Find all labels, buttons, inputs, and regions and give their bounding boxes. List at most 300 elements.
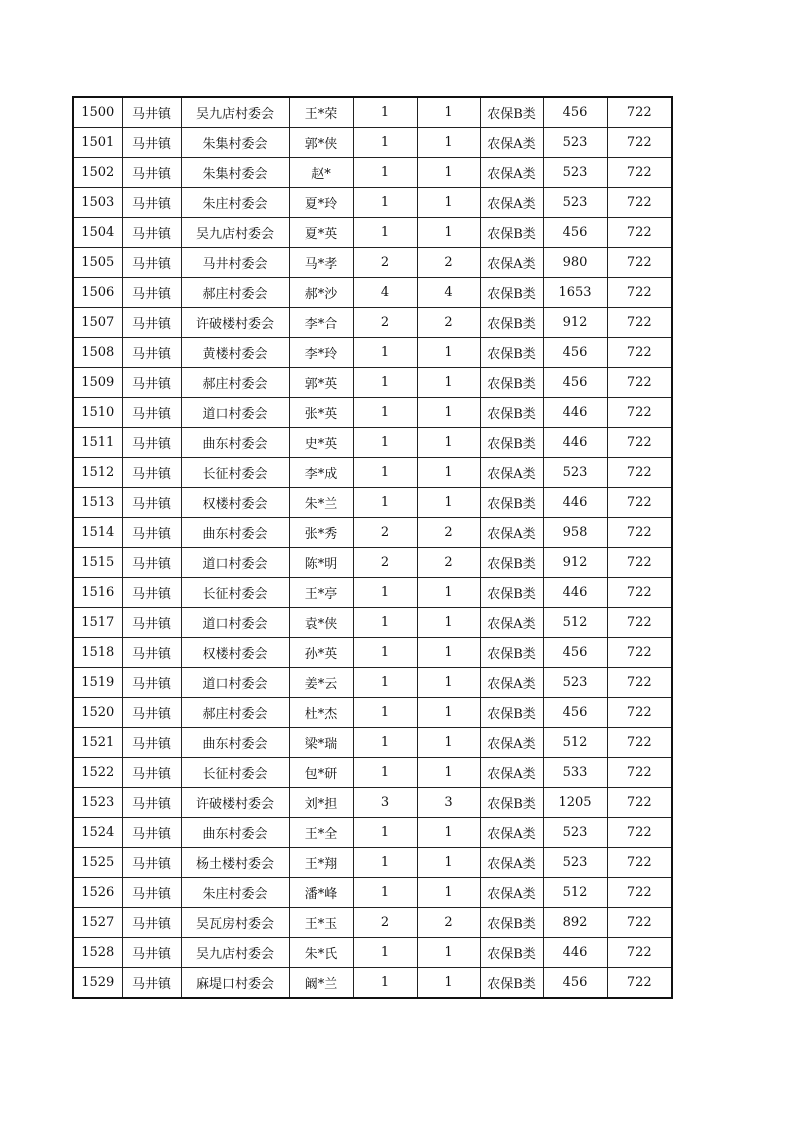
person-count-cell: 1 (417, 608, 480, 638)
standard-cell: 722 (607, 548, 672, 578)
category-cell: 农保B类 (480, 968, 543, 999)
row-number-cell: 1516 (73, 578, 122, 608)
row-number-cell: 1518 (73, 638, 122, 668)
category-cell: 农保B类 (480, 278, 543, 308)
table-row (73, 788, 672, 818)
village-committee-cell: 长征村委会 (181, 758, 289, 788)
category-cell: 农保B类 (480, 218, 543, 248)
category-cell: 农保A类 (480, 128, 543, 158)
amount-cell: 456 (543, 698, 607, 728)
row-number-cell: 1502 (73, 158, 122, 188)
village-committee-cell: 郝庄村委会 (181, 368, 289, 398)
village-committee-cell: 曲东村委会 (181, 728, 289, 758)
standard-cell: 722 (607, 188, 672, 218)
household-count-cell: 1 (353, 338, 417, 368)
amount-cell: 512 (543, 878, 607, 908)
standard-cell: 722 (607, 788, 672, 818)
name-cell: 包*研 (289, 758, 353, 788)
amount-cell: 912 (543, 308, 607, 338)
amount-cell: 1653 (543, 278, 607, 308)
name-cell: 夏*英 (289, 218, 353, 248)
row-number-cell: 1526 (73, 878, 122, 908)
household-count-cell: 1 (353, 848, 417, 878)
household-count-cell: 1 (353, 158, 417, 188)
standard-cell: 722 (607, 908, 672, 938)
household-count-cell: 1 (353, 938, 417, 968)
household-count-cell: 1 (353, 458, 417, 488)
amount-cell: 523 (543, 848, 607, 878)
town-cell: 马井镇 (122, 308, 181, 338)
town-cell: 马井镇 (122, 848, 181, 878)
name-cell: 赵* (289, 158, 353, 188)
standard-cell: 722 (607, 488, 672, 518)
name-cell: 王*全 (289, 818, 353, 848)
category-cell: 农保B类 (480, 788, 543, 818)
village-committee-cell: 曲东村委会 (181, 428, 289, 458)
amount-cell: 892 (543, 908, 607, 938)
amount-cell: 512 (543, 728, 607, 758)
name-cell: 王*玉 (289, 908, 353, 938)
table-row (73, 608, 672, 638)
town-cell: 马井镇 (122, 368, 181, 398)
person-count-cell: 4 (417, 278, 480, 308)
table-row (73, 278, 672, 308)
village-committee-cell: 朱庄村委会 (181, 188, 289, 218)
name-cell: 王*翔 (289, 848, 353, 878)
table-row (73, 848, 672, 878)
amount-cell: 446 (543, 428, 607, 458)
name-cell: 夏*玲 (289, 188, 353, 218)
amount-cell: 912 (543, 548, 607, 578)
person-count-cell: 1 (417, 578, 480, 608)
household-count-cell: 1 (353, 578, 417, 608)
category-cell: 农保B类 (480, 578, 543, 608)
village-committee-cell: 道口村委会 (181, 398, 289, 428)
village-committee-cell: 吴瓦房村委会 (181, 908, 289, 938)
household-count-cell: 1 (353, 878, 417, 908)
town-cell: 马井镇 (122, 518, 181, 548)
person-count-cell: 1 (417, 188, 480, 218)
category-cell: 农保A类 (480, 728, 543, 758)
standard-cell: 722 (607, 668, 672, 698)
standard-cell: 722 (607, 608, 672, 638)
standard-cell: 722 (607, 338, 672, 368)
person-count-cell: 1 (417, 128, 480, 158)
category-cell: 农保B类 (480, 548, 543, 578)
name-cell: 杜*杰 (289, 698, 353, 728)
standard-cell: 722 (607, 308, 672, 338)
town-cell: 马井镇 (122, 908, 181, 938)
standard-cell: 722 (607, 248, 672, 278)
person-count-cell: 1 (417, 398, 480, 428)
person-count-cell: 2 (417, 518, 480, 548)
name-cell: 刘*担 (289, 788, 353, 818)
name-cell: 袁*侠 (289, 608, 353, 638)
table-row (73, 97, 672, 128)
amount-cell: 456 (543, 638, 607, 668)
name-cell: 李*玲 (289, 338, 353, 368)
amount-cell: 523 (543, 158, 607, 188)
village-committee-cell: 朱集村委会 (181, 158, 289, 188)
village-committee-cell: 道口村委会 (181, 668, 289, 698)
village-committee-cell: 权楼村委会 (181, 638, 289, 668)
town-cell: 马井镇 (122, 218, 181, 248)
category-cell: 农保B类 (480, 698, 543, 728)
name-cell: 朱*氏 (289, 938, 353, 968)
household-count-cell: 1 (353, 368, 417, 398)
household-count-cell: 1 (353, 188, 417, 218)
household-count-cell: 1 (353, 488, 417, 518)
household-count-cell: 3 (353, 788, 417, 818)
row-number-cell: 1505 (73, 248, 122, 278)
row-number-cell: 1522 (73, 758, 122, 788)
category-cell: 农保A类 (480, 458, 543, 488)
household-count-cell: 1 (353, 728, 417, 758)
town-cell: 马井镇 (122, 608, 181, 638)
village-committee-cell: 马井村委会 (181, 248, 289, 278)
town-cell: 马井镇 (122, 668, 181, 698)
row-number-cell: 1517 (73, 608, 122, 638)
standard-cell: 722 (607, 818, 672, 848)
household-count-cell: 1 (353, 638, 417, 668)
town-cell: 马井镇 (122, 548, 181, 578)
town-cell: 马井镇 (122, 488, 181, 518)
category-cell: 农保A类 (480, 818, 543, 848)
category-cell: 农保A类 (480, 518, 543, 548)
category-cell: 农保B类 (480, 308, 543, 338)
village-committee-cell: 朱庄村委会 (181, 878, 289, 908)
row-number-cell: 1520 (73, 698, 122, 728)
household-count-cell: 1 (353, 398, 417, 428)
table-row (73, 128, 672, 158)
village-committee-cell: 长征村委会 (181, 458, 289, 488)
category-cell: 农保B类 (480, 398, 543, 428)
town-cell: 马井镇 (122, 128, 181, 158)
table-row (73, 878, 672, 908)
standard-cell: 722 (607, 578, 672, 608)
name-cell: 梁*瑞 (289, 728, 353, 758)
person-count-cell: 1 (417, 668, 480, 698)
name-cell: 马*孝 (289, 248, 353, 278)
standard-cell: 722 (607, 458, 672, 488)
category-cell: 农保A类 (480, 188, 543, 218)
person-count-cell: 1 (417, 818, 480, 848)
table-row (73, 518, 672, 548)
row-number-cell: 1504 (73, 218, 122, 248)
town-cell: 马井镇 (122, 818, 181, 848)
category-cell: 农保A类 (480, 248, 543, 278)
amount-cell: 523 (543, 668, 607, 698)
village-committee-cell: 许破楼村委会 (181, 788, 289, 818)
household-count-cell: 1 (353, 218, 417, 248)
table-row (73, 188, 672, 218)
category-cell: 农保B类 (480, 938, 543, 968)
name-cell: 阚*兰 (289, 968, 353, 999)
name-cell: 李*合 (289, 308, 353, 338)
amount-cell: 446 (543, 488, 607, 518)
town-cell: 马井镇 (122, 458, 181, 488)
table-row (73, 428, 672, 458)
household-count-cell: 1 (353, 428, 417, 458)
household-count-cell: 1 (353, 128, 417, 158)
row-number-cell: 1524 (73, 818, 122, 848)
row-number-cell: 1514 (73, 518, 122, 548)
village-committee-cell: 黄楼村委会 (181, 338, 289, 368)
household-count-cell: 1 (353, 668, 417, 698)
person-count-cell: 1 (417, 638, 480, 668)
table-row (73, 638, 672, 668)
amount-cell: 456 (543, 338, 607, 368)
amount-cell: 456 (543, 218, 607, 248)
household-count-cell: 2 (353, 518, 417, 548)
person-count-cell: 1 (417, 758, 480, 788)
table-row (73, 668, 672, 698)
amount-cell: 446 (543, 398, 607, 428)
village-committee-cell: 吴九店村委会 (181, 938, 289, 968)
village-committee-cell: 曲东村委会 (181, 818, 289, 848)
table-row (73, 698, 672, 728)
household-count-cell: 1 (353, 968, 417, 999)
name-cell: 郭*英 (289, 368, 353, 398)
standard-cell: 722 (607, 938, 672, 968)
town-cell: 马井镇 (122, 938, 181, 968)
table-row (73, 218, 672, 248)
row-number-cell: 1503 (73, 188, 122, 218)
table-row (73, 398, 672, 428)
town-cell: 马井镇 (122, 698, 181, 728)
amount-cell: 446 (543, 578, 607, 608)
standard-cell: 722 (607, 638, 672, 668)
household-count-cell: 2 (353, 548, 417, 578)
person-count-cell: 1 (417, 338, 480, 368)
table-row (73, 938, 672, 968)
standard-cell: 722 (607, 368, 672, 398)
standard-cell: 722 (607, 398, 672, 428)
row-number-cell: 1507 (73, 308, 122, 338)
category-cell: 农保B类 (480, 338, 543, 368)
name-cell: 姜*云 (289, 668, 353, 698)
row-number-cell: 1506 (73, 278, 122, 308)
row-number-cell: 1511 (73, 428, 122, 458)
amount-cell: 446 (543, 938, 607, 968)
town-cell: 马井镇 (122, 428, 181, 458)
standard-cell: 722 (607, 758, 672, 788)
town-cell: 马井镇 (122, 338, 181, 368)
person-count-cell: 1 (417, 488, 480, 518)
row-number-cell: 1512 (73, 458, 122, 488)
row-number-cell: 1528 (73, 938, 122, 968)
name-cell: 郝*沙 (289, 278, 353, 308)
village-committee-cell: 道口村委会 (181, 548, 289, 578)
town-cell: 马井镇 (122, 158, 181, 188)
person-count-cell: 2 (417, 548, 480, 578)
standard-cell: 722 (607, 97, 672, 128)
amount-cell: 980 (543, 248, 607, 278)
standard-cell: 722 (607, 968, 672, 999)
household-count-cell: 1 (353, 698, 417, 728)
row-number-cell: 1527 (73, 908, 122, 938)
village-committee-cell: 曲东村委会 (181, 518, 289, 548)
row-number-cell: 1509 (73, 368, 122, 398)
person-count-cell: 1 (417, 878, 480, 908)
standard-cell: 722 (607, 278, 672, 308)
table-row (73, 248, 672, 278)
table-row (73, 158, 672, 188)
table-row (73, 818, 672, 848)
person-count-cell: 1 (417, 698, 480, 728)
amount-cell: 512 (543, 608, 607, 638)
row-number-cell: 1501 (73, 128, 122, 158)
amount-cell: 456 (543, 368, 607, 398)
village-committee-cell: 郝庄村委会 (181, 278, 289, 308)
table-row (73, 968, 672, 999)
village-committee-cell: 长征村委会 (181, 578, 289, 608)
person-count-cell: 1 (417, 728, 480, 758)
name-cell: 陈*明 (289, 548, 353, 578)
name-cell: 史*英 (289, 428, 353, 458)
village-committee-cell: 吴九店村委会 (181, 218, 289, 248)
name-cell: 郭*侠 (289, 128, 353, 158)
town-cell: 马井镇 (122, 758, 181, 788)
table-row (73, 758, 672, 788)
table-row (73, 548, 672, 578)
person-count-cell: 1 (417, 368, 480, 398)
category-cell: 农保A类 (480, 758, 543, 788)
amount-cell: 1205 (543, 788, 607, 818)
amount-cell: 958 (543, 518, 607, 548)
amount-cell: 523 (543, 128, 607, 158)
person-count-cell: 1 (417, 848, 480, 878)
table-row (73, 308, 672, 338)
table-row (73, 458, 672, 488)
category-cell: 农保A类 (480, 608, 543, 638)
village-committee-cell: 道口村委会 (181, 608, 289, 638)
town-cell: 马井镇 (122, 728, 181, 758)
name-cell: 孙*英 (289, 638, 353, 668)
person-count-cell: 1 (417, 97, 480, 128)
person-count-cell: 3 (417, 788, 480, 818)
town-cell: 马井镇 (122, 398, 181, 428)
row-number-cell: 1523 (73, 788, 122, 818)
category-cell: 农保B类 (480, 638, 543, 668)
name-cell: 朱*兰 (289, 488, 353, 518)
standard-cell: 722 (607, 878, 672, 908)
category-cell: 农保B类 (480, 908, 543, 938)
category-cell: 农保A类 (480, 848, 543, 878)
village-committee-cell: 朱集村委会 (181, 128, 289, 158)
standard-cell: 722 (607, 848, 672, 878)
household-count-cell: 1 (353, 97, 417, 128)
standard-cell: 722 (607, 698, 672, 728)
table-row (73, 578, 672, 608)
table-row (73, 728, 672, 758)
standard-cell: 722 (607, 518, 672, 548)
data-table (72, 96, 673, 999)
person-count-cell: 2 (417, 308, 480, 338)
amount-cell: 456 (543, 97, 607, 128)
table-row (73, 368, 672, 398)
village-committee-cell: 麻堤口村委会 (181, 968, 289, 999)
category-cell: 农保B类 (480, 428, 543, 458)
standard-cell: 722 (607, 728, 672, 758)
row-number-cell: 1500 (73, 97, 122, 128)
person-count-cell: 2 (417, 908, 480, 938)
household-count-cell: 1 (353, 758, 417, 788)
category-cell: 农保B类 (480, 97, 543, 128)
category-cell: 农保A类 (480, 878, 543, 908)
row-number-cell: 1515 (73, 548, 122, 578)
amount-cell: 523 (543, 818, 607, 848)
row-number-cell: 1508 (73, 338, 122, 368)
name-cell: 张*秀 (289, 518, 353, 548)
category-cell: 农保A类 (480, 158, 543, 188)
category-cell: 农保B类 (480, 368, 543, 398)
village-committee-cell: 许破楼村委会 (181, 308, 289, 338)
person-count-cell: 1 (417, 458, 480, 488)
standard-cell: 722 (607, 428, 672, 458)
household-count-cell: 2 (353, 308, 417, 338)
town-cell: 马井镇 (122, 638, 181, 668)
name-cell: 张*英 (289, 398, 353, 428)
table-row (73, 908, 672, 938)
name-cell: 王*亭 (289, 578, 353, 608)
person-count-cell: 2 (417, 248, 480, 278)
table-row (73, 338, 672, 368)
town-cell: 马井镇 (122, 188, 181, 218)
category-cell: 农保B类 (480, 488, 543, 518)
name-cell: 李*成 (289, 458, 353, 488)
household-count-cell: 4 (353, 278, 417, 308)
amount-cell: 523 (543, 188, 607, 218)
amount-cell: 533 (543, 758, 607, 788)
row-number-cell: 1529 (73, 968, 122, 999)
standard-cell: 722 (607, 218, 672, 248)
village-committee-cell: 吴九店村委会 (181, 97, 289, 128)
amount-cell: 456 (543, 968, 607, 999)
row-number-cell: 1510 (73, 398, 122, 428)
household-count-cell: 1 (353, 608, 417, 638)
town-cell: 马井镇 (122, 578, 181, 608)
row-number-cell: 1519 (73, 668, 122, 698)
standard-cell: 722 (607, 158, 672, 188)
town-cell: 马井镇 (122, 968, 181, 999)
town-cell: 马井镇 (122, 278, 181, 308)
person-count-cell: 1 (417, 158, 480, 188)
standard-cell: 722 (607, 128, 672, 158)
household-count-cell: 2 (353, 908, 417, 938)
town-cell: 马井镇 (122, 248, 181, 278)
table-body (73, 97, 672, 998)
table-row (73, 488, 672, 518)
person-count-cell: 1 (417, 428, 480, 458)
town-cell: 马井镇 (122, 788, 181, 818)
village-committee-cell: 杨土楼村委会 (181, 848, 289, 878)
town-cell: 马井镇 (122, 878, 181, 908)
row-number-cell: 1513 (73, 488, 122, 518)
household-count-cell: 1 (353, 818, 417, 848)
person-count-cell: 1 (417, 968, 480, 999)
amount-cell: 523 (543, 458, 607, 488)
village-committee-cell: 郝庄村委会 (181, 698, 289, 728)
person-count-cell: 1 (417, 218, 480, 248)
row-number-cell: 1521 (73, 728, 122, 758)
name-cell: 王*荣 (289, 97, 353, 128)
name-cell: 潘*峰 (289, 878, 353, 908)
row-number-cell: 1525 (73, 848, 122, 878)
village-committee-cell: 权楼村委会 (181, 488, 289, 518)
town-cell: 马井镇 (122, 97, 181, 128)
person-count-cell: 1 (417, 938, 480, 968)
